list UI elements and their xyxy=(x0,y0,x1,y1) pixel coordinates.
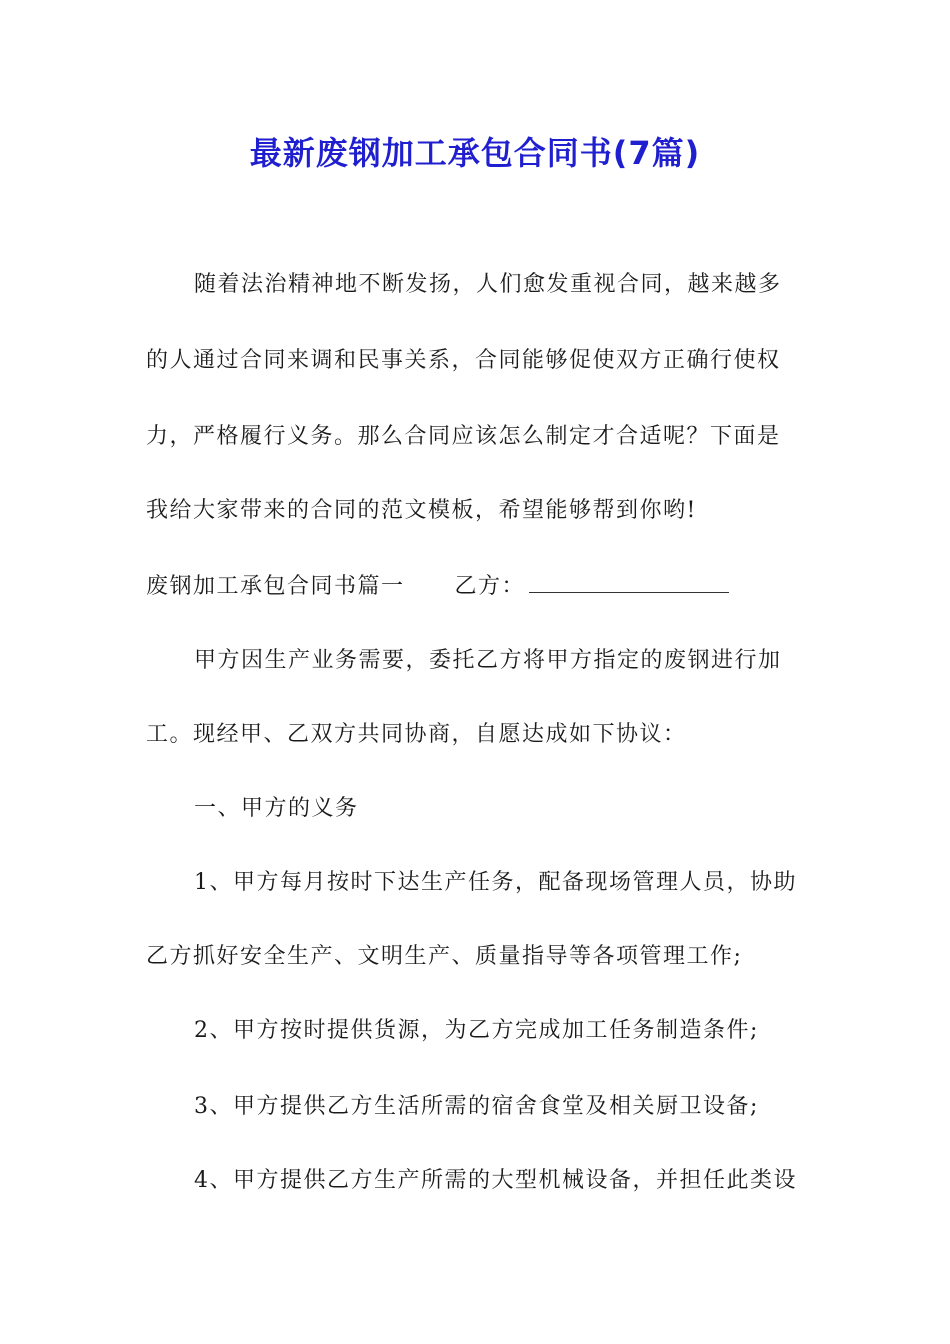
party-b-blank xyxy=(529,570,729,593)
section-heading: 废钢加工承包合同书篇一 xyxy=(146,574,405,599)
intro-line: 随着法治精神地不断发扬，人们愈发重视合同，越来越多 xyxy=(194,272,782,297)
intro-line: 的人通过合同来调和民事关系，合同能够促使双方正确行使权 xyxy=(146,348,781,373)
body-line: 1、甲方每月按时下达生产任务，配备现场管理人员，协助 xyxy=(194,870,797,895)
body-line: 3、甲方提供乙方生活所需的宿舍食堂及相关厨卫设备; xyxy=(194,1094,759,1119)
section-heading-row xyxy=(146,570,806,602)
intro-line: 力，严格履行义务。那么合同应该怎么制定才合适呢？下面是 xyxy=(146,424,781,449)
body-line: 甲方因生产业务需要，委托乙方将甲方指定的废钢进行加 xyxy=(194,648,782,673)
body-line: 乙方抓好安全生产、文明生产、质量指导等各项管理工作; xyxy=(146,944,743,969)
body-line: 2、甲方按时提供货源，为乙方完成加工任务制造条件; xyxy=(194,1018,759,1043)
party-b-label: 乙方： xyxy=(454,574,526,599)
body-line: 工。现经甲、乙双方共同协商，自愿达成如下协议： xyxy=(146,722,687,747)
body-line: 4、甲方提供乙方生产所需的大型机械设备，并担任此类设 xyxy=(194,1168,797,1193)
intro-line: 我给大家带来的合同的范文模板，希望能够帮到你哟! xyxy=(146,498,697,523)
document-title: 最新废钢加工承包合同书(7篇) xyxy=(249,134,701,172)
body-line: 一、甲方的义务 xyxy=(194,796,359,821)
